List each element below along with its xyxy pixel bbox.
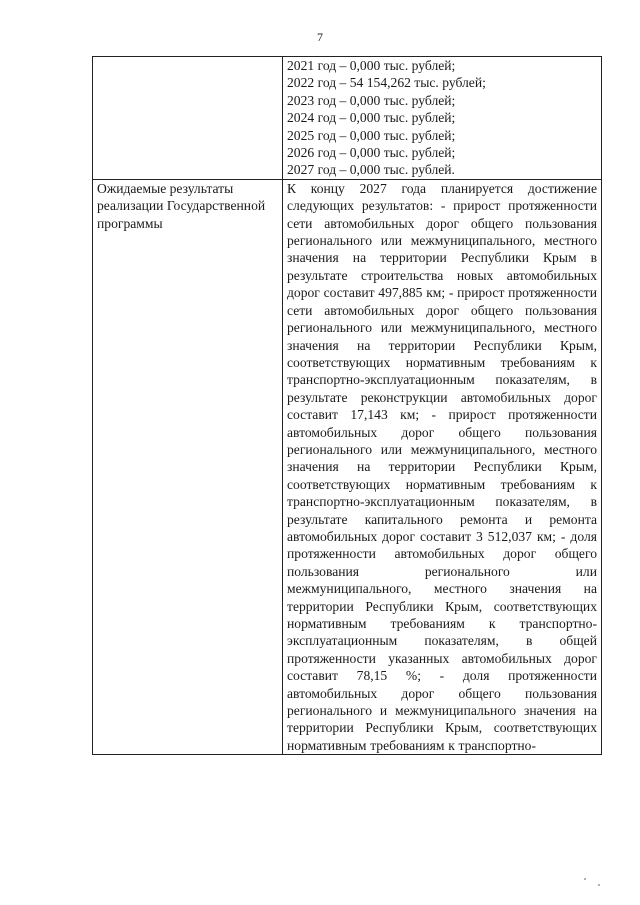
funding-row bbox=[93, 57, 602, 180]
funding-year-2021: 2021 год – 0,000 тыс. рублей; bbox=[287, 58, 456, 73]
results-row bbox=[93, 179, 602, 754]
results-text: К концу 2027 года планируется достижение следующих результатов: - прирост протяженности сети автомобильных дорог общего пользования регионального или межмуниципального, местного значения на территории Республики Крым в результате строительства новых автомобильных дорог составит 497,885 км; - прирост протяженности сети автомобильных дорог общего пользования регионального или межмуниципального, местного значения на территории Республики Крым, соответствующих нормативным требованиям к транспортно-эксплуатационным показателям, в результате реконструкции автомобильных дорог составит 17,143 км; - прирост протяженности автомобильных дорог общего пользования регионального или межмуниципального, местного значения на территории Республики Крым, соответствующих нормативным требованиям к транспортно-эксплуатационным показателям, в результате капитального ремонта и ремонта автомобильных дорог составит 3 512,037 км; - доля протяженности автомобильных дорог общего пользования регионального или межмуниципального, местного значения на территории Республики Крым, соответствующих нормативным требованиям к транспортно-эксплуатационным показателям, в общей протяженности указанных автомобильных дорог составит 78,15 %; - доля протяженности автомобильных дорог общего пользования регионального и межмуниципального значения на территории Республики Крым, соответствующих нормативным требованиям к транспортно- bbox=[287, 180, 597, 753]
scan-artifact bbox=[584, 878, 586, 880]
results-label: Ожидаемые результаты реализации Государственной программы bbox=[97, 180, 266, 231]
scan-artifact bbox=[598, 884, 600, 886]
funding-year-2027: 2027 год – 0,000 тыс. рублей. bbox=[287, 162, 455, 178]
page-number: 7 bbox=[317, 30, 323, 44]
funding-year-2023: 2023 год – 0,000 тыс. рублей; bbox=[287, 92, 456, 108]
funding-year-2025: 2025 год – 0,000 тыс. рублей; bbox=[287, 127, 456, 143]
results-label-cell bbox=[93, 179, 283, 754]
funding-year-2026: 2026 год – 0,000 тыс. рублей; bbox=[287, 145, 456, 161]
results-text-cell bbox=[283, 179, 602, 754]
funding-label-cell bbox=[93, 57, 283, 180]
funding-years-cell bbox=[283, 57, 602, 180]
funding-year-2022: 2022 год – 54 154,262 тыс. рублей; bbox=[287, 75, 486, 91]
funding-year-2024: 2024 год – 0,000 тыс. рублей; bbox=[287, 110, 456, 126]
passport-table bbox=[92, 56, 602, 755]
